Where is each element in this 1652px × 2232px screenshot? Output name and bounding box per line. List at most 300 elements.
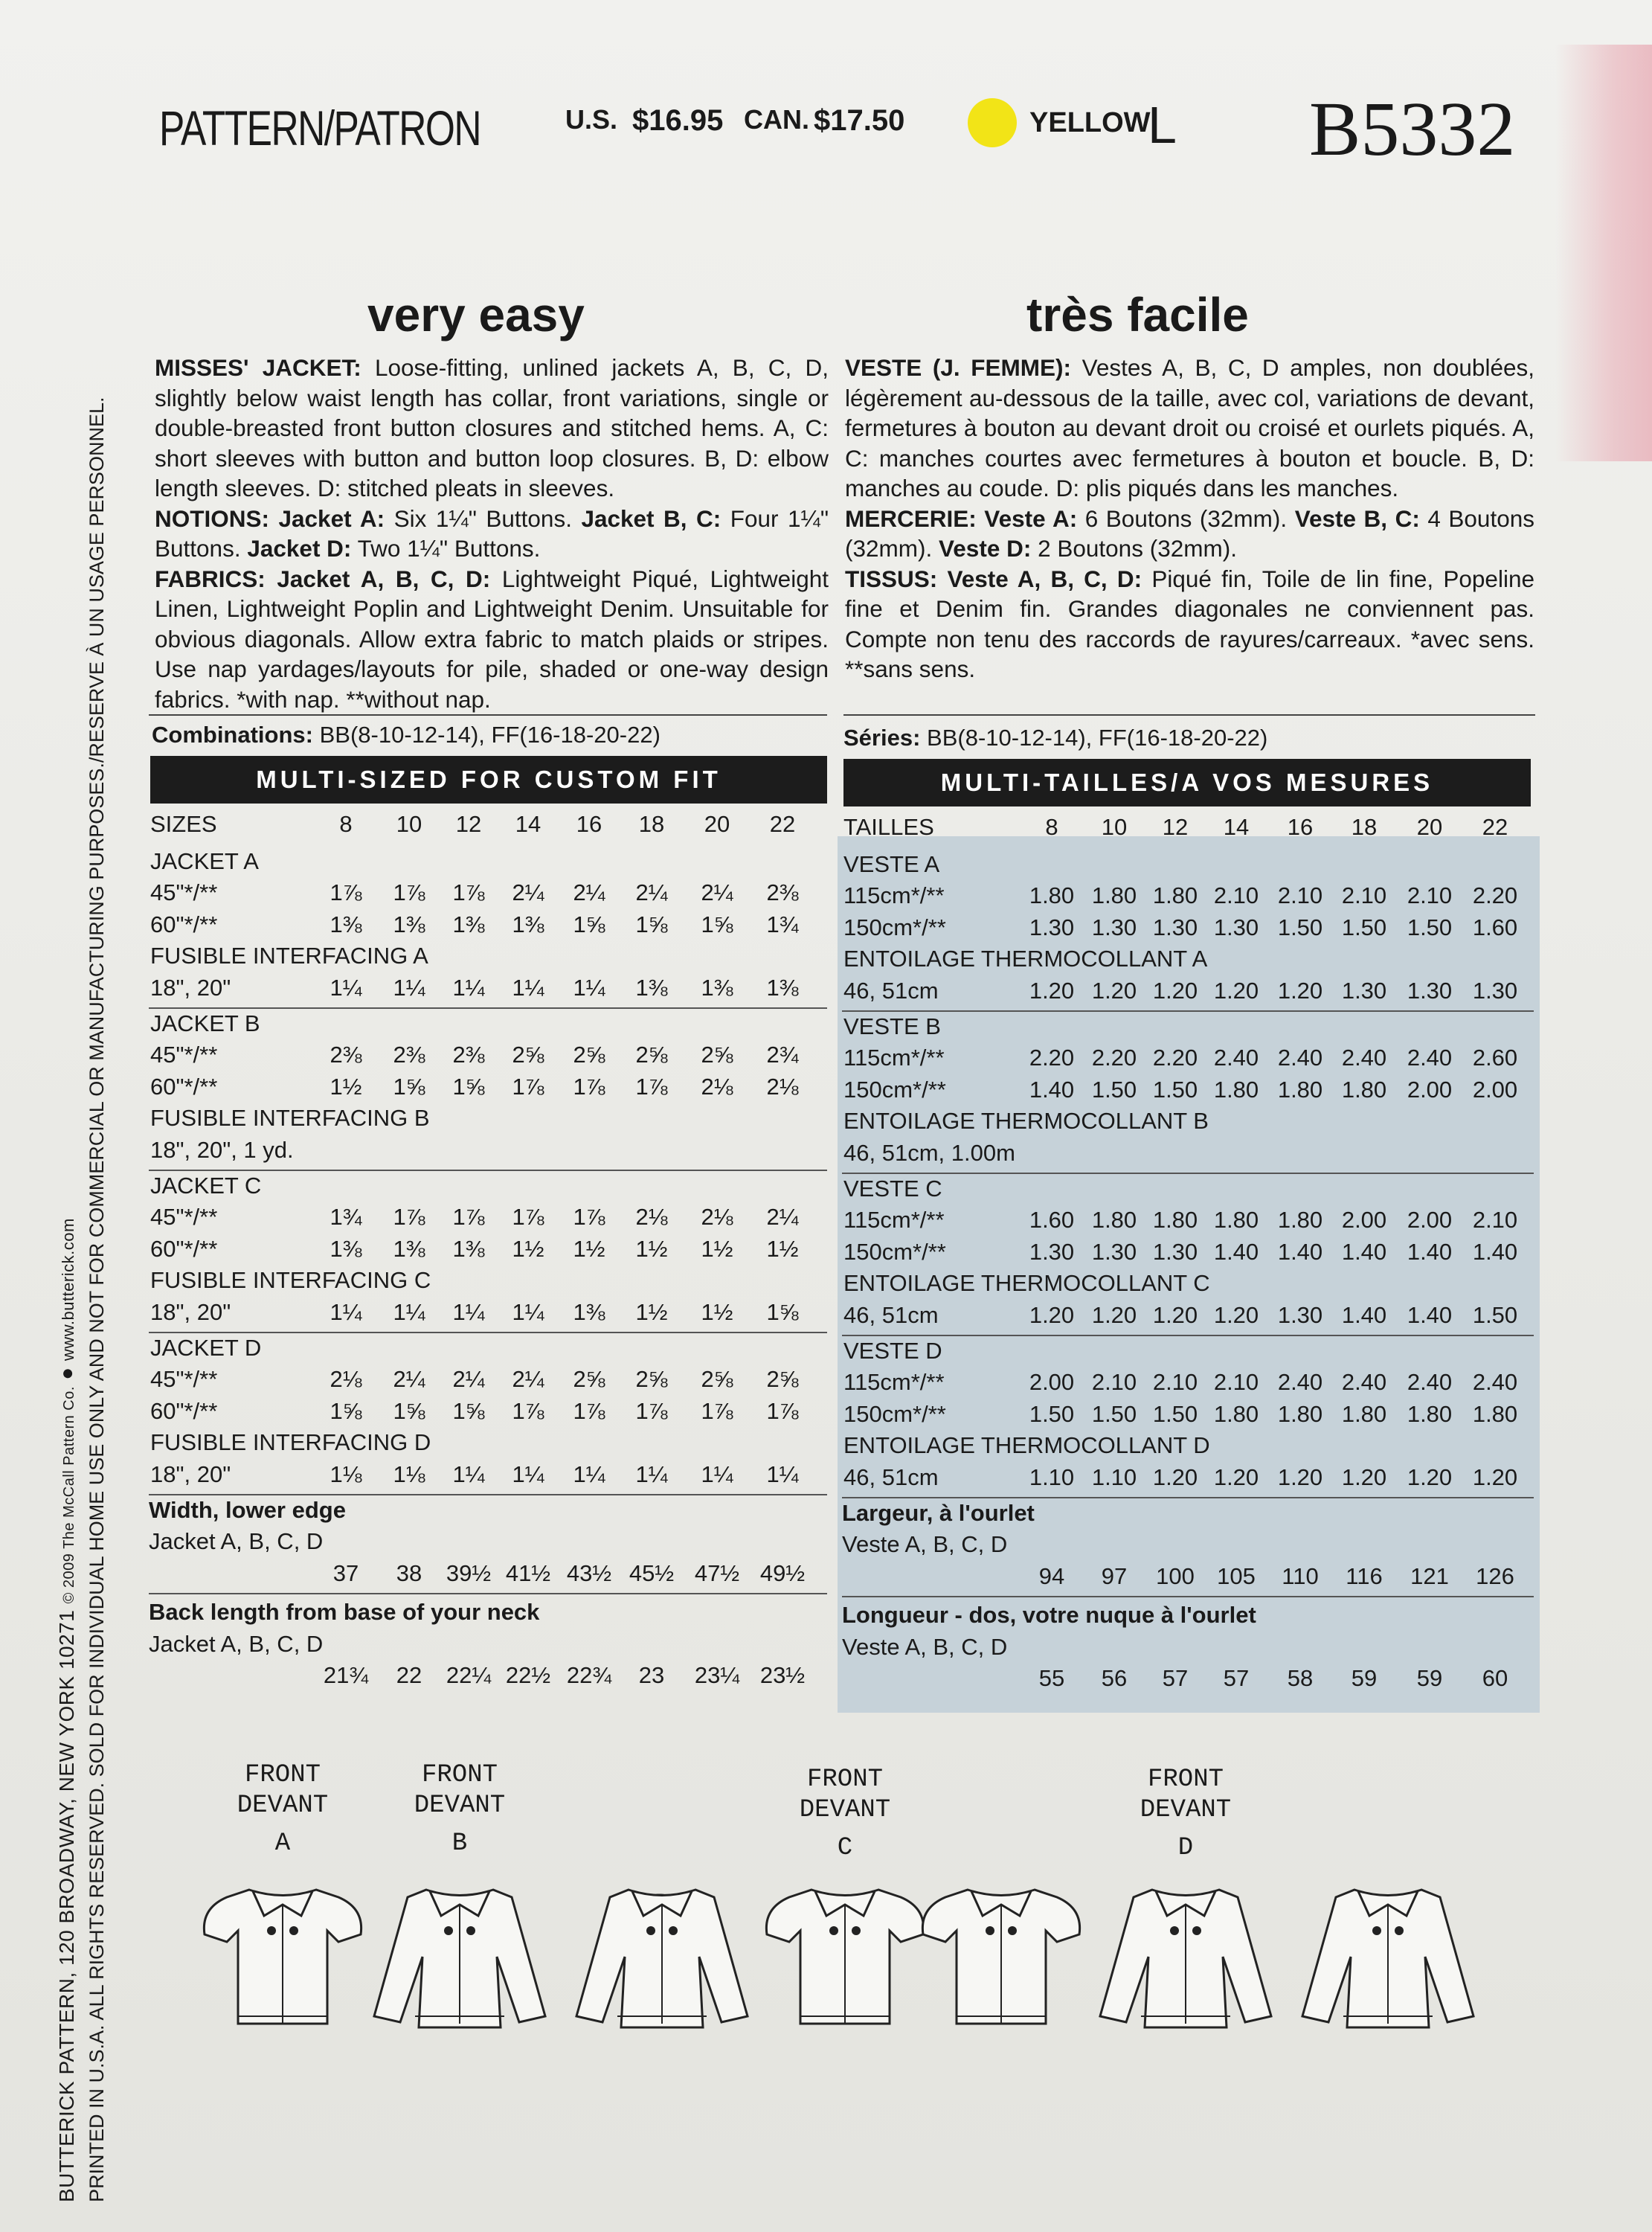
table-row (149, 879, 827, 909)
size-header-row (842, 814, 1534, 844)
row-label: FUSIBLE INTERFACING A (150, 943, 428, 969)
cell-value: 1.20 (1152, 1301, 1198, 1328)
cell-value: 2¼ (766, 1204, 799, 1231)
cell-value: 1.50 (1277, 914, 1323, 940)
cell-value: 1.50 (1407, 914, 1453, 940)
cell-value: 1½ (635, 1298, 668, 1325)
cell-value: 2⅛ (635, 1204, 668, 1231)
table-row (842, 1302, 1534, 1332)
cell-value: 1¼ (452, 1298, 485, 1325)
row-label: 115cm*/** (843, 1045, 945, 1071)
notions-d-title: Jacket D: (247, 535, 352, 562)
cell-value: 2¼ (512, 879, 544, 906)
jacket-illustration (1288, 1875, 1488, 2046)
cell-value: 2.40 (1407, 1045, 1453, 1071)
cell-value: 1.80 (1152, 1207, 1198, 1234)
combinations (152, 722, 661, 748)
row-label: 18", 20", 1 yd. (150, 1136, 294, 1163)
cell-value: 2⅜ (330, 1042, 362, 1068)
cell-value: 2¼ (573, 879, 605, 906)
cell-value: 1.50 (1091, 1400, 1137, 1427)
view-letter: B (451, 1829, 468, 1858)
back-length-value: 22½ (505, 1662, 551, 1688)
cell-value: 1¼ (393, 974, 425, 1001)
cell-value: 1¼ (512, 1298, 544, 1325)
cell-value: 1.20 (1341, 1463, 1387, 1490)
row-divider (842, 1010, 1534, 1012)
row-label: 115cm*/** (843, 1369, 945, 1396)
back-length-value: 59 (1416, 1665, 1443, 1691)
row-label: FUSIBLE INTERFACING B (150, 1105, 430, 1132)
cell-value: 1⅜ (635, 974, 668, 1001)
cell-value: 1⅜ (393, 1235, 425, 1262)
view-caption (1321, 1795, 1455, 1826)
cell-value: 2⅝ (766, 1366, 799, 1393)
divider (843, 714, 1535, 716)
price-can-label: CAN. (744, 104, 809, 135)
table-row (842, 1270, 1534, 1300)
cell-value: 2¼ (452, 1366, 485, 1393)
cell-value: 2.40 (1407, 1369, 1453, 1396)
view-caption: FRONT (806, 1766, 884, 1794)
cell-value: 2.00 (1341, 1207, 1387, 1234)
view-letter: C (837, 1834, 853, 1862)
cell-value: 1⅝ (393, 1073, 425, 1100)
row-label: 18", 20" (150, 1298, 231, 1325)
combinations-label-fr: Séries: (843, 725, 921, 751)
table-row (149, 1335, 827, 1364)
size-20: 20 (1416, 814, 1443, 840)
view-caption (595, 1791, 729, 1821)
cell-value: 1¼ (330, 1298, 362, 1325)
cell-value: 1⅞ (512, 1397, 544, 1424)
cell-value: 2¼ (701, 879, 733, 906)
desc-title-fr: VESTE (J. FEMME): (845, 354, 1071, 381)
notions-title: NOTIONS: (155, 504, 269, 532)
price-us: $16.95 (632, 104, 724, 137)
cell-value: 1⅜ (393, 911, 425, 937)
cell-value: 1⅝ (766, 1298, 799, 1325)
cell-value: 1.20 (1029, 1301, 1075, 1328)
table-row (842, 1140, 1534, 1170)
heading-french: très facile (1026, 288, 1249, 341)
back-length-value: 57 (1223, 1665, 1250, 1691)
cell-value: 2¼ (635, 879, 668, 906)
row-label: FUSIBLE INTERFACING D (150, 1429, 431, 1456)
width-value: 41½ (505, 1559, 551, 1586)
cell-value: 1.40 (1407, 1238, 1453, 1265)
row-label: ENTOILAGE THERMOCOLLANT D (843, 1432, 1210, 1459)
row-label: 60"*/** (150, 1073, 218, 1100)
table-row (149, 1429, 827, 1459)
cell-value: 1¼ (512, 1460, 544, 1487)
cell-value: 1⅞ (766, 1397, 799, 1424)
cell-value: 1⅜ (573, 1298, 605, 1325)
fabrics-title: FABRICS: Jacket A, B, C, D: (155, 565, 491, 592)
cell-value: 1½ (701, 1235, 733, 1262)
row-label: 150cm*/** (843, 1076, 946, 1103)
size-8: 8 (1045, 814, 1058, 840)
cell-value: 2.60 (1472, 1045, 1518, 1071)
row-label: FUSIBLE INTERFACING C (150, 1267, 431, 1294)
cell-value: 1.20 (1029, 977, 1075, 1004)
cell-value: 1.40 (1277, 1238, 1323, 1265)
size-22: 22 (769, 811, 796, 837)
cell-value: 1¼ (393, 1298, 425, 1325)
view-caption: FRONT (244, 1761, 321, 1789)
table-row (149, 848, 827, 878)
cell-value: 2.10 (1472, 1207, 1518, 1234)
table-row (842, 1432, 1534, 1462)
cell-value: 1.10 (1091, 1463, 1137, 1490)
cell-value: 2⅜ (766, 879, 799, 906)
cell-value: 1.80 (1472, 1400, 1518, 1427)
back-length-value: 22¼ (446, 1662, 492, 1688)
view-caption (1321, 1765, 1455, 1795)
pattern-number: B5332 (1309, 86, 1516, 172)
cell-value: 1.30 (1407, 977, 1453, 1004)
view-caption (595, 1760, 729, 1791)
cell-value: 2.40 (1341, 1369, 1387, 1396)
width-value: 97 (1101, 1562, 1128, 1589)
cell-value: 1.50 (1091, 1076, 1137, 1103)
cell-value: 1.80 (1213, 1400, 1259, 1427)
cell-value: 2¼ (393, 1366, 425, 1393)
back-length-value: 58 (1287, 1665, 1314, 1691)
table-row (149, 1299, 827, 1329)
table-row (842, 882, 1534, 912)
cell-value: 2.10 (1213, 882, 1259, 909)
row-label: 18", 20" (150, 974, 231, 1001)
size-12: 12 (1162, 814, 1189, 840)
cell-value: 1.80 (1341, 1076, 1387, 1103)
cell-value: 1⅝ (393, 1397, 425, 1424)
row-label: 46, 51cm (843, 1301, 939, 1328)
cell-value: 1⅞ (573, 1073, 605, 1100)
price-us-label: U.S. (565, 104, 618, 135)
multi-size-bar-fr: MULTI-TAILLES/A VOS MESURES (843, 759, 1531, 806)
row-label: 60"*/** (150, 1235, 218, 1262)
back-length-value: 21¾ (323, 1662, 369, 1688)
cell-value: 1½ (573, 1235, 605, 1262)
cell-value: 1⅜ (452, 1235, 485, 1262)
cell-value: 1.80 (1277, 1076, 1323, 1103)
legal-line: PRINTED IN U.S.A. ALL RIGHTS RESERVED. SOLD FOR INDIVIDUAL HOME USE ONLY AND NOT FOR COMMERCIAL OR MANUFACTURING PURPOSES./RESERVE À UN USAGE PERSONNEL. (86, 397, 108, 2202)
row-divider (842, 1335, 1534, 1336)
size-16: 16 (1287, 814, 1314, 840)
notions-a-fr: 6 Boutons (32mm). (1084, 504, 1288, 532)
size-12: 12 (455, 811, 482, 837)
fabrics-title-fr: TISSUS: Veste A, B, C, D: (845, 565, 1142, 592)
table-row (842, 1338, 1534, 1367)
cell-value: 2.00 (1407, 1207, 1453, 1234)
cell-value: 1¼ (573, 974, 605, 1001)
copyright: © 2009 The McCall Pattern Co. (61, 1386, 77, 1604)
cell-value: 2.20 (1091, 1045, 1137, 1071)
table-row (842, 1176, 1534, 1205)
notions-bc-title-fr: Veste B, C: (1294, 504, 1420, 532)
notions-a: Six 1¼" Buttons. (393, 504, 572, 532)
figure-label (1119, 1765, 1253, 1864)
cell-value: 2¾ (766, 1042, 799, 1068)
cell-value: 2.40 (1341, 1045, 1387, 1071)
table-row (842, 851, 1534, 881)
row-label: VESTE B (843, 1013, 941, 1039)
width-value: 39½ (446, 1559, 492, 1586)
back-length-title: Longueur - dos, votre nuque à l'ourlet (842, 1602, 1256, 1629)
cell-value: 1⅜ (330, 911, 362, 937)
table-row (842, 1077, 1534, 1106)
cell-value: 1.80 (1091, 882, 1137, 909)
cell-value: 2.00 (1029, 1369, 1075, 1396)
price-can: $17.50 (814, 104, 905, 137)
view-letter: A (274, 1829, 291, 1858)
row-divider (842, 1173, 1534, 1174)
table-row (149, 1461, 827, 1491)
row-label: JACKET D (150, 1335, 262, 1361)
size-20: 20 (704, 811, 730, 837)
cell-value: 1⅞ (452, 879, 485, 906)
row-label: 115cm*/** (843, 1207, 945, 1234)
width-title: Largeur, à l'ourlet (842, 1500, 1035, 1526)
yardage-table-en (149, 811, 827, 1688)
cell-value: 1¼ (573, 1460, 605, 1487)
row-label: VESTE D (843, 1338, 942, 1364)
row-label: 45"*/** (150, 1204, 218, 1231)
width-value: 43½ (566, 1559, 612, 1586)
cell-value: 1.50 (1152, 1400, 1198, 1427)
cell-value: 1⅞ (573, 1204, 605, 1231)
row-divider (149, 1494, 827, 1495)
size-10: 10 (1101, 814, 1128, 840)
cell-value: 1.30 (1472, 977, 1518, 1004)
combinations-label: Combinations: (152, 722, 313, 748)
cell-value: 2⅝ (512, 1042, 544, 1068)
size-8: 8 (339, 811, 353, 837)
sizes-label: TAILLES (843, 814, 934, 840)
cell-value: 1⅛ (393, 1460, 425, 1487)
table-row (149, 1236, 827, 1266)
cell-value: 1.80 (1407, 1400, 1453, 1427)
cell-value: 2.10 (1152, 1369, 1198, 1396)
cell-value: 1.40 (1472, 1238, 1518, 1265)
cell-value: 1.40 (1213, 1238, 1259, 1265)
back-length-value: 23¼ (694, 1662, 740, 1688)
cell-value: 1.20 (1472, 1463, 1518, 1490)
combinations-fr (843, 725, 1267, 751)
english-description (155, 353, 829, 714)
cell-value: 1⅝ (701, 911, 733, 937)
table-row (149, 1173, 827, 1202)
cell-value: 1.60 (1472, 914, 1518, 940)
row-label: VESTE C (843, 1176, 942, 1202)
table-row (149, 1042, 827, 1071)
cell-value: 2.20 (1472, 882, 1518, 909)
cell-value: 1⅞ (393, 879, 425, 906)
table-row (842, 1369, 1534, 1399)
row-label: 46, 51cm (843, 1463, 939, 1490)
cell-value: 1.80 (1341, 1400, 1387, 1427)
cell-value: 1½ (766, 1235, 799, 1262)
row-label: ENTOILAGE THERMOCOLLANT B (843, 1108, 1209, 1135)
row-divider (149, 1593, 827, 1594)
cell-value: 1¼ (766, 1460, 799, 1487)
combinations-value-fr: BB(8-10-12-14), FF(16-18-20-22) (927, 725, 1268, 751)
width-value: 94 (1038, 1562, 1065, 1589)
table-row (149, 1010, 827, 1040)
table-row (842, 1108, 1534, 1138)
cell-value: 1.40 (1407, 1301, 1453, 1328)
row-label: 45"*/** (150, 879, 218, 906)
cell-value: 1⅞ (452, 1204, 485, 1231)
row-label: JACKET C (150, 1173, 262, 1199)
row-label: JACKET B (150, 1010, 260, 1036)
cell-value: 1.20 (1213, 1301, 1259, 1328)
cell-value: 2.40 (1277, 1369, 1323, 1396)
table-row (842, 946, 1534, 975)
size-18: 18 (1351, 814, 1378, 840)
cell-value: 1.30 (1152, 914, 1198, 940)
cell-value: 1½ (701, 1298, 733, 1325)
back-length-value: 23½ (759, 1662, 806, 1688)
cell-value: 1.80 (1152, 882, 1198, 909)
combinations-value: BB(8-10-12-14), FF(16-18-20-22) (319, 722, 661, 748)
cell-value: 1½ (330, 1073, 362, 1100)
cell-value: 2⅛ (701, 1204, 733, 1231)
cell-value: 1.20 (1213, 977, 1259, 1004)
figure-label (778, 1765, 912, 1864)
size-14: 14 (1223, 814, 1250, 840)
width-value: 121 (1410, 1562, 1449, 1589)
cell-value: 1.30 (1341, 977, 1387, 1004)
back-length-value: 23 (638, 1662, 665, 1688)
cell-value: 1.30 (1277, 1301, 1323, 1328)
cell-value: 1⅞ (512, 1073, 544, 1100)
cell-value: 1.20 (1091, 977, 1137, 1004)
view-caption: DEVANT (1140, 1796, 1232, 1824)
cell-value: 1.50 (1472, 1301, 1518, 1328)
cell-value: 1½ (635, 1235, 668, 1262)
view-caption (934, 1765, 1068, 1795)
view-caption: FRONT (1147, 1766, 1224, 1794)
cell-value: 1.20 (1152, 1463, 1198, 1490)
jacket-illustration (562, 1875, 762, 2046)
cell-value: 2⅝ (635, 1042, 668, 1068)
figure-label (393, 1760, 527, 1859)
row-divider (149, 1007, 827, 1009)
back-length-value: 60 (1482, 1665, 1508, 1691)
cell-value: 2⅝ (701, 1042, 733, 1068)
cell-value: 2⅛ (330, 1366, 362, 1393)
cell-value: 1⅜ (452, 911, 485, 937)
table-row (149, 1267, 827, 1297)
fabrics-text: Lightweight Piqué, Lightweight Linen, Lightweight Poplin and Lightweight Denim. Unsuitable for obvious diagonals. Allow extra fabric to match plaids or stripes. Use nap yardages/layouts for pile, shaded or one-way design fabrics. *with nap. **without nap. (155, 565, 829, 713)
cell-value: 1.50 (1341, 914, 1387, 940)
desc-title: MISSES' JACKET: (155, 354, 361, 381)
cell-value: 2⅛ (701, 1073, 733, 1100)
divider (149, 714, 827, 716)
table-row (842, 1239, 1534, 1269)
table-row (149, 1398, 827, 1428)
size-14: 14 (515, 811, 541, 837)
cell-value: 1⅝ (330, 1397, 362, 1424)
publisher-line: BUTTERICK PATTERN, 120 BROADWAY, NEW YORK 10271 © 2009 The McCall Pattern Co. ● www.butterick.com (55, 1218, 78, 2202)
cell-value: 1½ (512, 1235, 544, 1262)
desc-text-fr: Vestes A, B, C, D amples, non doublées, légèrement au-dessous de la taille, avec col, variations de devant, fermetures à bouton au devant droit ou croisé et ourlets piqués. A, C: manches courtes avec fermetures à bouton et boucle. B, D: manches au coude. D: plis piqués dans les manches. (845, 354, 1534, 501)
jacket-illustration (359, 1875, 560, 2046)
width-value: 49½ (759, 1559, 806, 1586)
back-length-sub: Veste A, B, C, D (842, 1633, 1008, 1660)
multi-size-bar: MULTI-SIZED FOR CUSTOM FIT (150, 756, 827, 804)
pink-edge (1555, 45, 1652, 461)
table-row (149, 943, 827, 972)
cell-value: 1⅝ (573, 911, 605, 937)
cell-value: 2.20 (1029, 1045, 1075, 1071)
row-label: 46, 51cm (843, 977, 939, 1004)
cell-value: 1⅜ (766, 974, 799, 1001)
table-row (842, 1013, 1534, 1043)
row-label: 60"*/** (150, 1397, 218, 1424)
cell-value: 2⅜ (452, 1042, 485, 1068)
size-16: 16 (576, 811, 602, 837)
cell-value: 1⅞ (635, 1397, 668, 1424)
cell-value: 1⅞ (573, 1397, 605, 1424)
width-value: 126 (1476, 1562, 1514, 1589)
cell-value: 2⅛ (766, 1073, 799, 1100)
width-value: 116 (1346, 1562, 1383, 1589)
size-header-row (149, 811, 827, 841)
view-caption: DEVANT (237, 1792, 329, 1820)
row-label: VESTE A (843, 851, 940, 877)
cell-value: 1.80 (1029, 882, 1075, 909)
cell-value: 2.10 (1341, 882, 1387, 909)
back-length-value: 57 (1162, 1665, 1189, 1691)
jacket-illustration (182, 1875, 383, 2046)
cell-value: 1¼ (452, 1460, 485, 1487)
cell-value: 1⅞ (330, 879, 362, 906)
cell-value: 1.20 (1091, 1301, 1137, 1328)
cell-value: 2⅜ (393, 1042, 425, 1068)
cell-value: 1¼ (330, 974, 362, 1001)
cell-value: 1.80 (1277, 1207, 1323, 1234)
cell-value: 1⅝ (452, 1397, 485, 1424)
notions-d-title-fr: Veste D: (939, 535, 1032, 562)
cell-value: 1¼ (701, 1460, 733, 1487)
cell-value: 1⅝ (635, 911, 668, 937)
row-divider (842, 1497, 1534, 1498)
cell-value: 1⅜ (701, 974, 733, 1001)
table-row (149, 1204, 827, 1234)
row-label: 115cm*/** (843, 882, 945, 909)
view-caption: DEVANT (799, 1796, 891, 1824)
pattern-label: PATTERN/PATRON (159, 100, 481, 155)
width-value: 110 (1282, 1562, 1319, 1589)
view-caption (934, 1795, 1068, 1826)
width-sub: Jacket A, B, C, D (149, 1528, 324, 1555)
cell-value: 1⅞ (393, 1204, 425, 1231)
table-row (149, 975, 827, 1004)
cell-value: 1⅝ (452, 1073, 485, 1100)
cell-value: 1.20 (1152, 977, 1198, 1004)
table-row (149, 1105, 827, 1135)
cell-value: 1¼ (635, 1460, 668, 1487)
cell-value: 1¼ (452, 974, 485, 1001)
table-row (149, 1074, 827, 1103)
desc-text: Loose-fitting, unlined jackets A, B, C, D, slightly below waist length has collar, front variations, single or double-breasted front button closures and stitched hems. A, C: short sleeves with button and button loop closures. B, D: elbow length sleeves. D: stitched pleats in sleeves. (155, 354, 829, 501)
cell-value: 1.20 (1277, 1463, 1323, 1490)
notions-bc-title: Jacket B, C: (581, 504, 721, 532)
cell-value: 1⅞ (512, 1204, 544, 1231)
